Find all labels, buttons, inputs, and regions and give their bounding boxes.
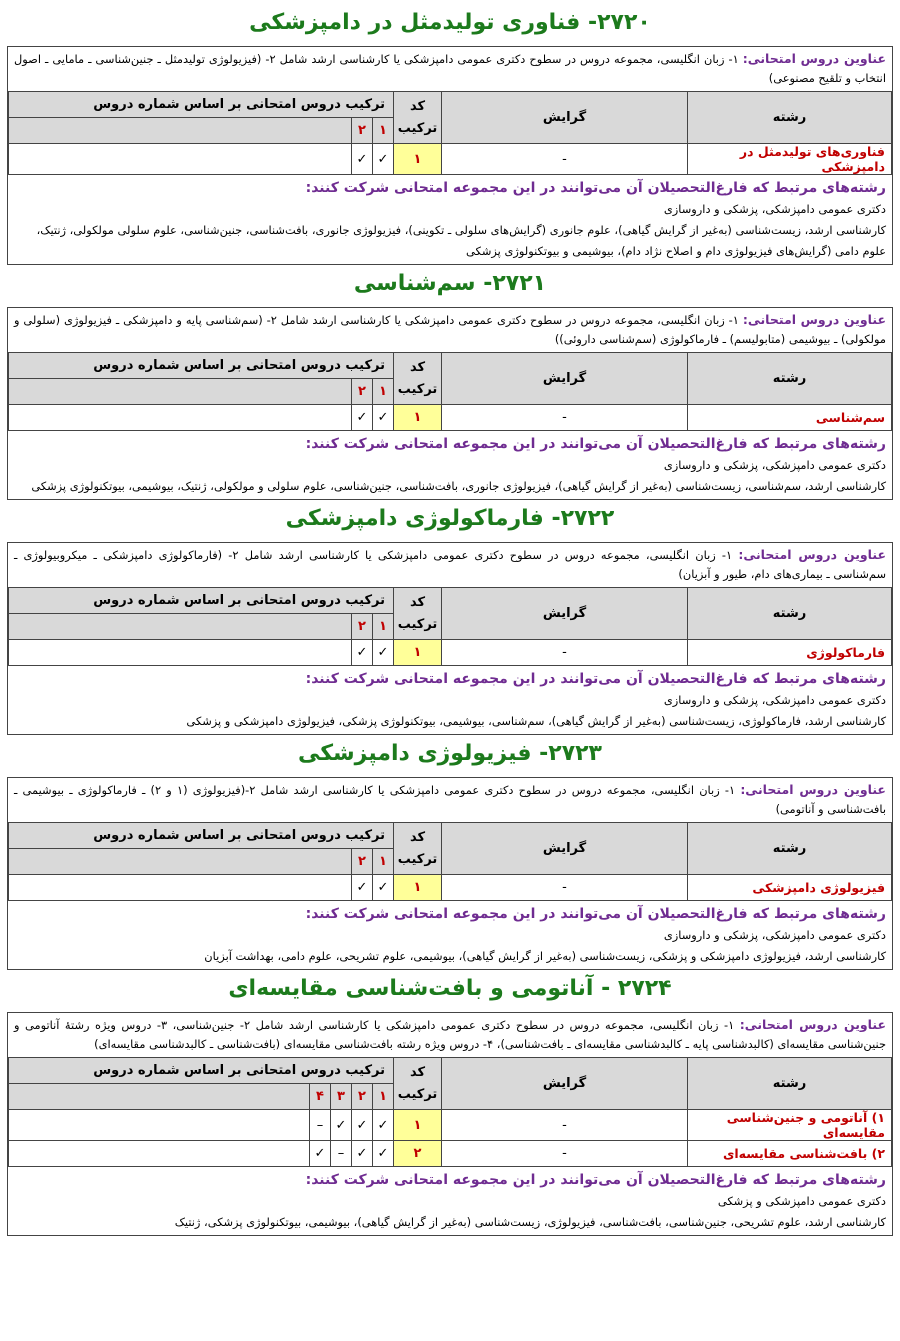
table-header-row	[9, 823, 892, 849]
combination-table	[8, 91, 892, 175]
section-box	[7, 542, 893, 735]
topics-label: عناوین دروس امتحانی:	[742, 51, 886, 66]
combination-code: ۱	[394, 405, 442, 431]
related-fields	[8, 901, 892, 969]
field-header: رشته	[688, 1058, 892, 1110]
course-number: ۱	[373, 379, 394, 405]
orientation-value: -	[442, 405, 688, 431]
course-number: ۲	[352, 379, 373, 405]
blank-cell	[9, 1141, 310, 1167]
table-row	[9, 144, 892, 175]
related-line: دکتری عمومی دامپزشکی، پزشکی و داروسازی	[663, 928, 886, 942]
field-header: رشته	[688, 823, 892, 875]
check-mark-icon: ✓	[373, 1110, 394, 1141]
topics-text: ۱- زبان انگلیسی، مجموعه دروس در سطوح دکتری عمومی دامپزشکی یا کارشناسی ارشد شامل ۲- (فارماکولوژی دامپزشکی ـ میکروبیولوژی ـ سم‌شناسی ـ بیماری‌های دام، طیور و آبزیان)	[14, 548, 886, 581]
related-fields	[8, 666, 892, 734]
related-line: دکتری عمومی دامپزشکی، پزشکی و داروسازی	[663, 693, 886, 707]
orientation-value: -	[442, 1141, 688, 1167]
course-number: ۳	[331, 1084, 352, 1110]
topics-label: عناوین دروس امتحانی:	[738, 547, 886, 562]
field-header: رشته	[688, 92, 892, 144]
topics-text: ۱- زبان انگلیسی، مجموعه دروس در سطوح دکتری عمومی دامپزشکی یا کارشناسی ارشد شامل ۲- (فیزیولوژی تولیدمثل ـ جنین‌شناسی ـ مامایی ـ اصول انتخاب و تلقیح مصنوعی)	[14, 52, 886, 85]
topics-text: ۱- زبان انگلیسی، مجموعه دروس در سطوح دکتری عمومی دامپزشکی یا کارشناسی ارشد شامل ۲- (سم‌شناسی پایه و دامپزشکی ـ فیزیولوژی (سلولی و مولکولی) ـ بیوشیمی (متابولیسم) ـ فارماکولوژی (سم‌شناسی داروئی))	[14, 313, 886, 346]
exam-section	[7, 271, 893, 500]
table-row	[9, 1110, 892, 1141]
course-number: ۱	[373, 118, 394, 144]
combination-code: ۱	[394, 1110, 442, 1141]
related-line: کارشناسی ارشد، سم‌شناسی، زیست‌شناسی (به‌غیر از گرایش گیاهی)، فیزیولوژی جانوری، بافت‌شناسی، جنین‌شناسی، علوم سلولی و مولکولی، ژنتیک، بیوشیمی، بیوتکنولوژی پزشکی	[31, 479, 886, 493]
check-mark-icon: ✓	[352, 875, 373, 901]
related-header: رشته‌های مرتبط که فارغ‌التحصیلان آن می‌توانند در این مجموعه امتحانی شرکت کنند:	[305, 180, 886, 196]
table-header-row	[9, 353, 892, 379]
topics-label: عناوین دروس امتحانی:	[739, 1017, 886, 1032]
orientation-header: گرایش	[442, 353, 688, 405]
blank-cell	[9, 875, 352, 901]
related-line: کارشناسی ارشد، فارماکولوژی، زیست‌شناسی (به‌غیر از گرایش گیاهی)، سم‌شناسی، بیوشیمی، بیوتکنولوژی پزشکی، فیزیولوژی دامپزشکی و پزشکی	[186, 714, 886, 728]
table-row	[9, 1141, 892, 1167]
field-name: سم‌شناسی	[688, 405, 892, 431]
check-mark-icon: ✓	[373, 640, 394, 666]
related-header: رشته‌های مرتبط که فارغ‌التحصیلان آن می‌توانند در این مجموعه امتحانی شرکت کنند:	[305, 1172, 886, 1188]
combination-table	[8, 587, 892, 666]
combo-header: ترکیب دروس امتحانی بر اساس شماره دروس	[9, 353, 394, 379]
related-header: رشته‌های مرتبط که فارغ‌التحصیلان آن می‌توانند در این مجموعه امتحانی شرکت کنند:	[305, 906, 886, 922]
combo-header: ترکیب دروس امتحانی بر اساس شماره دروس	[9, 823, 394, 849]
combination-code: ۱	[394, 640, 442, 666]
related-line: کارشناسی ارشد، علوم تشریحی، جنین‌شناسی، بافت‌شناسی، فیزیولوژی، زیست‌شناسی (به‌غیر از گرایش گیاهی)، بیوشیمی، بیوتکنولوژی پزشکی، ژنتیک	[174, 1215, 886, 1229]
section-title: ۲۷۲۰- فناوری تولیدمثل در دامپزشکی	[249, 10, 651, 35]
blank-cell	[9, 640, 352, 666]
table-header-row	[9, 1058, 892, 1084]
field-header: رشته	[688, 353, 892, 405]
combination-code: ۱	[394, 144, 442, 175]
combo-header: ترکیب دروس امتحانی بر اساس شماره دروس	[9, 92, 394, 118]
field-name: فارماکولوژی	[688, 640, 892, 666]
exam-topics	[8, 47, 892, 91]
topics-label: عناوین دروس امتحانی:	[740, 782, 886, 797]
exam-section	[7, 506, 893, 735]
related-header: رشته‌های مرتبط که فارغ‌التحصیلان آن می‌توانند در این مجموعه امتحانی شرکت کنند:	[305, 436, 886, 452]
blank-cell	[9, 614, 352, 640]
check-mark-icon: ✓	[352, 1141, 373, 1167]
check-mark-icon: ✓	[331, 1110, 352, 1141]
blank-cell	[9, 849, 352, 875]
code-header: کد ترکیب	[394, 353, 442, 405]
course-number: ۱	[373, 614, 394, 640]
table-row	[9, 875, 892, 901]
related-line: دکتری عمومی دامپزشکی، پزشکی و داروسازی	[663, 202, 886, 216]
combination-table	[8, 1057, 892, 1167]
related-line: کارشناسی ارشد، فیزیولوژی دامپزشکی و پزشکی، زیست‌شناسی (به‌غیر از گرایش گیاهی)، بیوشیمی، علوم تشریحی، علوم دامی، بهداشت آبزیان	[204, 949, 886, 963]
exam-topics	[8, 1013, 892, 1057]
blank-cell	[9, 1110, 310, 1141]
related-line: دکتری عمومی دامپزشکی و پزشکی	[717, 1194, 886, 1208]
combination-table	[8, 352, 892, 431]
orientation-value: -	[442, 640, 688, 666]
course-number: ۴	[310, 1084, 331, 1110]
field-name: فناوری‌های تولیدمثل در دامپزشکی	[688, 144, 892, 175]
check-mark-icon: ✓	[373, 405, 394, 431]
check-mark-icon: ✓	[352, 640, 373, 666]
section-box	[7, 46, 893, 265]
check-mark-icon: –	[331, 1141, 352, 1167]
course-number: ۱	[373, 849, 394, 875]
code-header: کد ترکیب	[394, 588, 442, 640]
blank-cell	[9, 1084, 310, 1110]
check-mark-icon: ✓	[373, 144, 394, 175]
section-box	[7, 1012, 893, 1236]
combination-code: ۲	[394, 1141, 442, 1167]
orientation-value: -	[442, 1110, 688, 1141]
field-name: ۲) بافت‌شناسی مقایسه‌ای	[688, 1141, 892, 1167]
exam-topics	[8, 543, 892, 587]
blank-cell	[9, 405, 352, 431]
combination-table	[8, 822, 892, 901]
code-header: کد ترکیب	[394, 823, 442, 875]
check-mark-icon: ✓	[373, 875, 394, 901]
orientation-value: -	[442, 144, 688, 175]
orientation-value: -	[442, 875, 688, 901]
orientation-header: گرایش	[442, 92, 688, 144]
field-header: رشته	[688, 588, 892, 640]
blank-cell	[9, 118, 352, 144]
check-mark-icon: ✓	[352, 144, 373, 175]
check-mark-icon: ✓	[310, 1141, 331, 1167]
course-number: ۱	[373, 1084, 394, 1110]
exam-section	[7, 10, 893, 265]
topics-text: ۱- زبان انگلیسی، مجموعه دروس در سطوح دکتری عمومی دامپزشکی یا کارشناسی ارشد شامل ۲- جنین‌شناسی، ۳- دروس ویژه رشتهٔ آناتومی و جنین‌شناسی مقایسه‌ای (کالبدشناسی پایه ـ کالبدشناسی مقایسه‌ای ـ بافت‌شناسی)، ۴- دروس ویژه رشته بافت‌شناسی مقایسه‌ای (بافت‌شناسی ـ کالبدشناسی مقایسه‌ای)	[14, 1018, 886, 1051]
section-title: ۲۷۲۳- فیزیولوژی دامپزشکی	[298, 741, 602, 766]
page	[7, 0, 893, 1236]
orientation-header: گرایش	[442, 823, 688, 875]
orientation-header: گرایش	[442, 588, 688, 640]
related-fields	[8, 431, 892, 499]
table-row	[9, 405, 892, 431]
exam-section	[7, 741, 893, 970]
field-name: ۱) آناتومی و جنین‌شناسی مقایسه‌ای	[688, 1110, 892, 1141]
combo-header: ترکیب دروس امتحانی بر اساس شماره دروس	[9, 588, 394, 614]
related-fields	[8, 1167, 892, 1235]
exam-topics	[8, 778, 892, 822]
field-name: فیزیولوژی دامپزشکی	[688, 875, 892, 901]
combo-header: ترکیب دروس امتحانی بر اساس شماره دروس	[9, 1058, 394, 1084]
section-box	[7, 307, 893, 500]
blank-cell	[9, 379, 352, 405]
related-fields	[8, 175, 892, 264]
section-title: ۲۷۲۱- سم‌شناسی	[353, 271, 547, 296]
related-line: دکتری عمومی دامپزشکی، پزشکی و داروسازی	[663, 458, 886, 472]
code-header: کد ترکیب	[394, 92, 442, 144]
related-line: کارشناسی ارشد، زیست‌شناسی (به‌غیر از گرایش گیاهی)، علوم جانوری (گرایش‌های سلولی ـ تکوینی)، فیزیولوژی جانوری، بافت‌شناسی، جنین‌شناسی، علوم سلولی مولکولی، ژنتیک، علوم دامی (گرایش‌های فیزیولوژی دام و اصلاح نژاد دام)، بیوشیمی و بیوتکنولوژی پزشکی	[36, 223, 886, 258]
check-mark-icon: ✓	[352, 405, 373, 431]
table-row	[9, 640, 892, 666]
course-number: ۲	[352, 614, 373, 640]
check-mark-icon: ✓	[352, 1110, 373, 1141]
check-mark-icon: ✓	[373, 1141, 394, 1167]
check-mark-icon: –	[310, 1110, 331, 1141]
exam-topics	[8, 308, 892, 352]
section-title: ۲۷۲۴ - آناتومی و بافت‌شناسی مقایسه‌ای	[228, 976, 672, 1001]
table-header-row	[9, 588, 892, 614]
table-header-row	[9, 92, 892, 118]
related-header: رشته‌های مرتبط که فارغ‌التحصیلان آن می‌توانند در این مجموعه امتحانی شرکت کنند:	[305, 671, 886, 687]
topics-label: عناوین دروس امتحانی:	[742, 312, 886, 327]
code-header: کد ترکیب	[394, 1058, 442, 1110]
topics-text: ۱- زبان انگلیسی، مجموعه دروس در سطوح دکتری عمومی دامپزشکی یا کارشناسی ارشد شامل ۲-(فیزیولوژی (۱ و ۲) ـ فارماکولوژی ـ بیوشیمی ـ بافت‌شناسی و آناتومی)	[14, 783, 886, 816]
exam-section	[7, 976, 893, 1236]
course-number: ۲	[352, 118, 373, 144]
blank-cell	[9, 144, 352, 175]
combination-code: ۱	[394, 875, 442, 901]
course-number: ۲	[352, 849, 373, 875]
orientation-header: گرایش	[442, 1058, 688, 1110]
section-title: ۲۷۲۲- فارماکولوژی دامپزشکی	[285, 506, 615, 531]
course-number: ۲	[352, 1084, 373, 1110]
section-box	[7, 777, 893, 970]
